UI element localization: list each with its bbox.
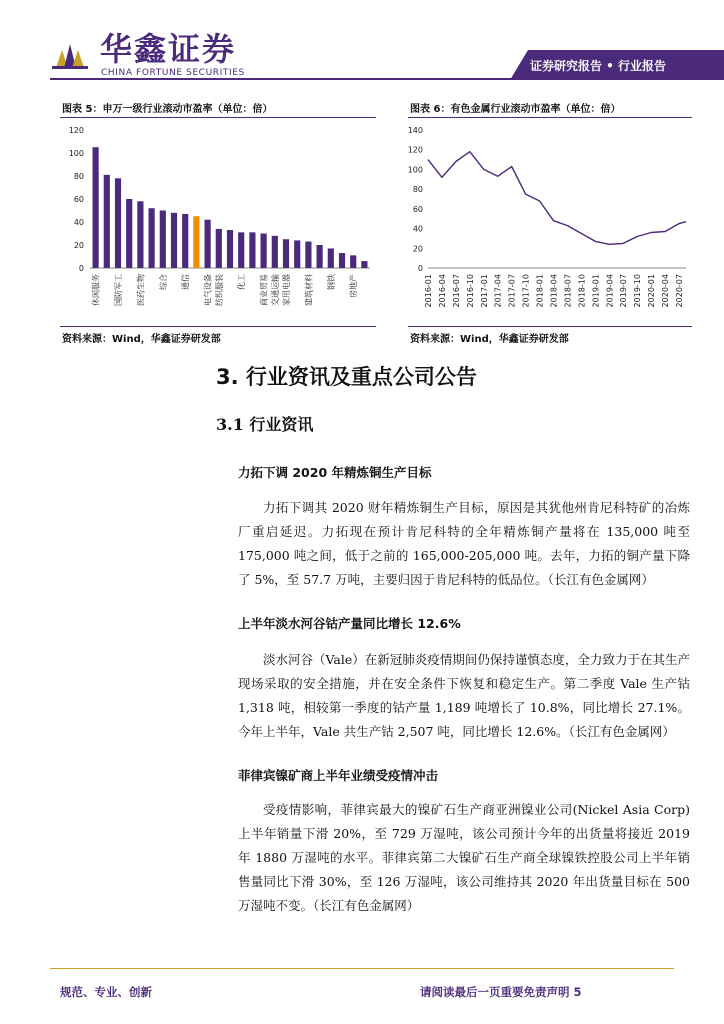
x-tick-label: 化工 (237, 274, 247, 290)
x-tick-label: 2018-04 (549, 274, 559, 308)
x-tick-label: 钢铁 (326, 274, 336, 290)
bar-8 (171, 213, 177, 268)
y-tick-label: 80 (73, 172, 84, 181)
y-tick-label: 20 (412, 244, 423, 254)
figure5-source: 资料来源：Wind，华鑫证券研发部 (62, 334, 221, 345)
series-line (428, 152, 686, 245)
brand-name-en: CHINA FORTUNE SECURITIES (101, 68, 245, 78)
bar-21 (317, 245, 323, 268)
bar-23 (339, 253, 345, 268)
figure5-top-rule (60, 117, 376, 118)
x-tick-label: 2018-01 (535, 274, 545, 308)
figure6-bottom-rule (408, 326, 692, 327)
y-tick-label: 80 (412, 185, 423, 195)
y-tick-label: 60 (73, 195, 84, 204)
bar-14 (238, 232, 244, 268)
footer-slogan: 规范、专业、创新 (60, 985, 152, 999)
bar-20 (305, 242, 311, 268)
figure6-top-rule (408, 117, 692, 118)
bar-24 (350, 255, 356, 268)
x-tick-label: 2020-07 (675, 274, 685, 308)
figure5-bottom-rule (60, 326, 376, 327)
y-tick-label: 20 (73, 241, 84, 250)
y-tick-label: 120 (68, 126, 84, 135)
x-tick-label: 建筑材料 (304, 274, 314, 306)
bar-5 (137, 201, 143, 268)
x-tick-label: 2016-04 (437, 274, 447, 308)
bar-4 (126, 199, 132, 268)
x-tick-label: 2019-10 (633, 274, 643, 308)
x-tick-label: 休闲服务 (91, 274, 101, 306)
x-tick-label: 2016-07 (451, 274, 461, 308)
bar-7 (160, 211, 166, 269)
footer-rule (50, 968, 674, 969)
report-type-label: 证券研究报告 • 行业报告 (530, 59, 667, 73)
y-tick-label: 40 (73, 218, 84, 227)
figure6-title: 图表 6：有色金属行业滚动市盈率（单位：倍） (410, 104, 621, 115)
figure6-line-chart (404, 120, 694, 326)
y-tick-label: 140 (407, 126, 423, 135)
bar-11 (205, 220, 211, 268)
x-tick-label: 2017-10 (521, 274, 531, 308)
bar-22 (328, 248, 334, 268)
y-tick-label: 60 (412, 204, 423, 214)
brand-name-cn: 华鑫证券 (100, 30, 237, 68)
y-tick-label: 100 (68, 149, 84, 158)
news-body-1: 力拓下调其 2020 财年精炼铜生产目标，原因是其犹他州肯尼科特矿的冶炼厂重启延迟。力拓现在预计肯尼科特的全年精炼铜产量将在 135,000 吨至 175,000 吨之间，低于之前的 165,000-205,000 吨。去年，力拓的铜产量下降了 5%，至 57.7 万吨，主要归因于肯尼科特的低品位。（长江有色金属网） (238, 500, 690, 587)
x-tick-label: 2019-07 (619, 274, 629, 308)
x-tick-label: 2016-10 (465, 274, 475, 308)
news-body-2: 淡水河谷（Vale）在新冠肺炎疫情期间仍保持谨慎态度，全力致力于在其生产现场采取的安全措施，并在安全条件下恢复和稳定生产。第二季度 Vale 生产钴 1,318 吨，相较第一季度的钴产量 1,189 吨增长了 10.8%，同比增长 27.1%。今年上半年，Vale 共生产钴 2,507 吨，同比增长 12.6%。（长江有色金属网） (238, 652, 690, 739)
x-tick-label: 商业贸易 (259, 274, 269, 306)
figure6-source: 资料来源：Wind，华鑫证券研发部 (410, 334, 569, 345)
bar-19 (294, 240, 300, 268)
x-tick-label: 2016-01 (424, 274, 433, 308)
bar-9 (182, 214, 188, 268)
x-tick-label: 2017-01 (479, 274, 489, 308)
x-tick-label: 纺织服装 (214, 274, 224, 306)
news-title-3: 菲律宾镍矿商上半年业绩受疫情冲击 (238, 768, 439, 783)
bar-2 (104, 175, 110, 268)
bar-16 (261, 234, 267, 269)
bar-10 (193, 216, 199, 268)
x-tick-label: 2020-04 (661, 274, 671, 308)
bar-15 (249, 232, 255, 268)
x-tick-label: 电气设备 (203, 274, 213, 306)
bar-18 (283, 239, 289, 268)
y-tick-label: 100 (407, 165, 423, 175)
x-tick-label: 国防军工 (114, 274, 123, 306)
x-tick-label: 通信 (181, 274, 191, 290)
x-tick-label: 2019-01 (591, 274, 601, 308)
x-tick-label: 2017-07 (507, 274, 517, 308)
x-tick-label: 医药生物 (136, 274, 146, 306)
bar-13 (227, 230, 233, 268)
section-heading: 3. 行业资讯及重点公司公告 (216, 365, 477, 389)
x-tick-label: 2018-10 (577, 274, 587, 308)
header-rule (50, 78, 516, 80)
x-tick-label: 2018-07 (563, 274, 573, 308)
bar-1 (93, 147, 99, 268)
footer-disclaimer: 请阅读最后一页重要免责声明 5 (420, 985, 582, 999)
y-tick-label: 120 (407, 145, 423, 155)
y-tick-label: 0 (417, 264, 423, 273)
figure5-bar-chart (60, 120, 378, 326)
news-title-2: 上半年淡水河谷钴产量同比增长 12.6% (238, 616, 461, 631)
x-tick-label: 2019-04 (605, 274, 615, 308)
figure5-title: 图表 5：申万一级行业滚动市盈率（单位：倍） (62, 104, 273, 115)
x-tick-label: 房地产 (349, 274, 359, 298)
bar-6 (149, 208, 155, 268)
bar-12 (216, 229, 222, 268)
x-tick-label: 综合 (158, 274, 168, 290)
logo-icon (52, 38, 88, 70)
bar-3 (115, 178, 121, 268)
x-tick-label: 交通运输 (270, 274, 280, 306)
x-tick-label: 2017-04 (493, 274, 503, 308)
x-tick-label: 家用电器 (282, 274, 291, 306)
news-title-1: 力拓下调 2020 年精炼铜生产目标 (238, 465, 432, 480)
x-tick-label: 2020-01 (647, 274, 657, 308)
bar-25 (361, 261, 367, 268)
y-tick-label: 0 (78, 264, 84, 273)
subsection-heading: 3.1 行业资讯 (216, 415, 314, 434)
bar-17 (272, 236, 278, 268)
news-body-3: 受疫情影响，菲律宾最大的镍矿石生产商亚洲镍业公司(Nickel Asia Corp)上半年销量下滑 20%，至 729 万湿吨，该公司预计今年的出货量将接近 2019 年 1880 万湿吨的水平。菲律宾第二大镍矿石生产商全球镍铁控股公司上半年销售量同比下滑 30%，至 126 万湿吨，该公司维持其 2020 年出货量目标在 500 万湿吨不变。（长江有色金属网） (238, 802, 690, 913)
y-tick-label: 40 (412, 224, 423, 234)
